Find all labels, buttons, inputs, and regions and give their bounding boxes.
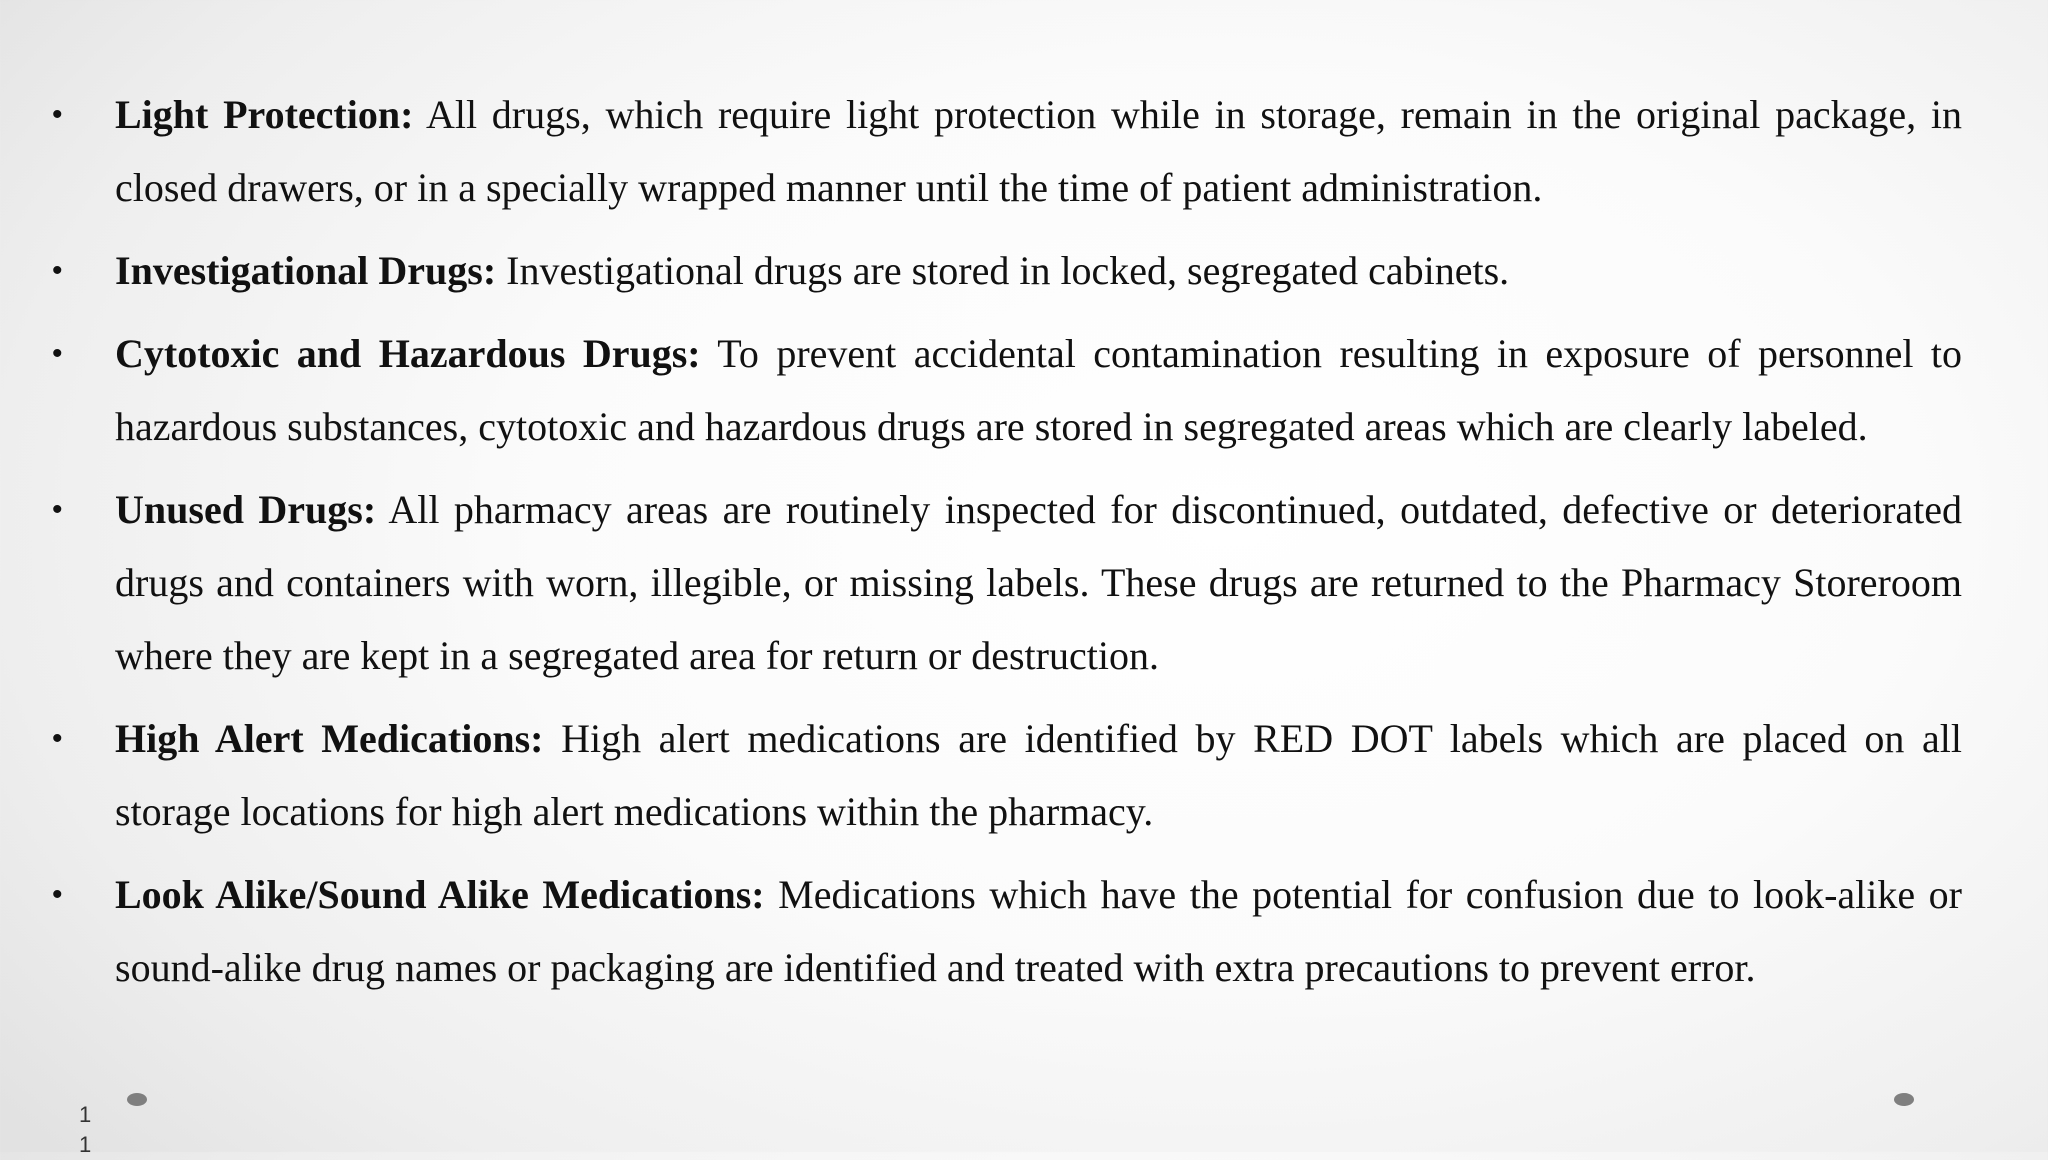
bullet-text: High alert medications are identified by RED DOT labels which are placed on all storage locations for high alert medications within the pharmacy. xyxy=(115,716,1963,834)
bullet-list xyxy=(48,78,1962,1004)
decorative-dot-right xyxy=(1894,1093,1914,1106)
bullet-text: Investigational drugs are stored in locked, segregated cabinets. xyxy=(496,248,1510,293)
bullet-text: Medications which have the potential for confusion due to look-alike or sound-alike drug names or packaging are identified and treated with extra precautions to prevent error. xyxy=(115,872,1962,990)
bullet-term: Look Alike/Sound Alike Medications: xyxy=(115,872,765,917)
bullet-text: All pharmacy areas are routinely inspected for discontinued, outdated, defective or deteriorated drugs and containers with worn, illegible, or missing labels. These drugs are returned to the Pharmacy Storeroom where they are kept in a segregated area for return or destruction. xyxy=(115,487,1963,678)
bullet-term: Light Protection: xyxy=(115,92,414,137)
bullet-marker: • xyxy=(52,254,63,287)
bullet-term: Cytotoxic and Hazardous Drugs: xyxy=(115,331,701,376)
bullet-unused-drugs xyxy=(48,473,1962,692)
page-number: 11 xyxy=(79,1102,92,1157)
bullet-text: To prevent accidental contamination resulting in exposure of personnel to hazardous substances, cytotoxic and hazardous drugs are stored in segregated areas which are clearly labeled. xyxy=(115,331,1962,449)
bullet-term: High Alert Medications: xyxy=(115,716,544,761)
bullet-marker: • xyxy=(52,493,63,526)
bullet-high-alert-medications xyxy=(48,702,1962,848)
bullet-marker: • xyxy=(52,98,63,131)
bullet-marker: • xyxy=(52,337,63,370)
bullet-investigational-drugs xyxy=(48,234,1962,307)
bullet-marker: • xyxy=(52,722,63,755)
bullet-term: Unused Drugs: xyxy=(115,487,377,532)
bullet-light-protection xyxy=(48,78,1962,224)
decorative-dot-left xyxy=(127,1093,147,1106)
bullet-text: All drugs, which require light protection while in storage, remain in the original package, in closed drawers, or in a specially wrapped manner until the time of patient administration. xyxy=(115,92,1962,210)
slide-content xyxy=(48,78,1962,1014)
bullet-cytotoxic-hazardous-drugs xyxy=(48,317,1962,463)
bullet-term: Investigational Drugs: xyxy=(115,248,497,293)
bullet-marker: • xyxy=(52,878,63,911)
bullet-look-alike-sound-alike xyxy=(48,858,1962,1004)
